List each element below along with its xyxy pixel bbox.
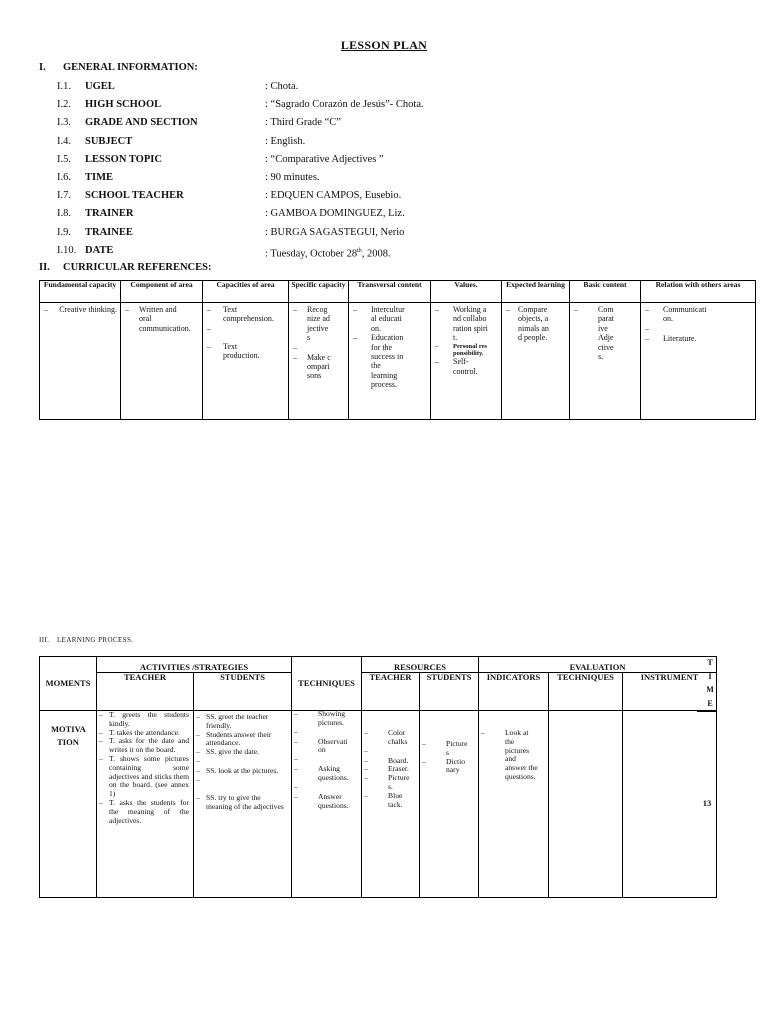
list-item: – Comparative Adjectives. <box>570 305 614 361</box>
header-students: STUDENTS <box>194 673 292 711</box>
lp-header-row-2 <box>40 673 717 711</box>
info-value <box>265 80 298 94</box>
cell-techniques <box>292 711 362 898</box>
header-res-students: STUDENTS <box>420 673 479 711</box>
info-number: I.4. <box>57 135 71 147</box>
lp-header-row-1 <box>40 657 717 673</box>
info-label: DATE <box>85 244 114 256</box>
header-evaluation: EVALUATION <box>479 657 717 673</box>
header-activities: ACTIVITIES /STRATEGIES <box>97 657 292 673</box>
header-values: Values. <box>431 281 502 303</box>
list-item: – T. asks the students for the meaning of the adjectives. <box>97 799 189 825</box>
section-curricular-references <box>39 262 211 273</box>
cell-expected <box>502 303 570 420</box>
list-item: – Look at the pictures and answer the questions. <box>479 729 539 782</box>
info-number: I.5. <box>57 153 71 165</box>
cell-component <box>121 303 203 420</box>
cell-fundamental <box>40 303 121 420</box>
info-label: GRADE AND SECTION <box>85 117 198 129</box>
info-number: I.7. <box>57 190 71 202</box>
section-number: I. <box>39 62 46 73</box>
list-item: – Text comprehension. <box>203 305 273 324</box>
time-column-divider <box>697 711 717 712</box>
list-item: – Blue tack. <box>362 792 410 810</box>
info-value <box>265 244 391 262</box>
moment-motivation <box>40 711 97 898</box>
header-specific-capacity: Specific capacity <box>289 281 349 303</box>
cell-eval-techniques <box>549 711 623 898</box>
info-label: SUBJECT <box>85 135 133 147</box>
lp-row-motivation <box>40 711 717 898</box>
header-instrument: INSTRUMENT <box>623 673 717 711</box>
info-number: I.2. <box>57 99 71 111</box>
info-value-text: : Third Grade “C” <box>265 117 341 129</box>
info-value-text: : BURGA SAGASTEGUI, Nerio <box>265 226 405 238</box>
spacer <box>641 324 755 334</box>
list-item: – Eraser. <box>362 765 419 774</box>
list-item: – Literature. <box>641 334 755 343</box>
list-item: – SS. greet the teacher friendly. <box>194 713 287 731</box>
info-value-text: : “Comparative Adjectives ” <box>265 153 384 165</box>
list-item: – Dictionary <box>420 758 468 776</box>
time-letter: I <box>708 671 712 681</box>
time-letter: M <box>706 685 714 694</box>
list-item: – Working and collaboration spirit. <box>431 305 489 343</box>
section-learning-process <box>39 636 133 644</box>
list-item: – Pictures. <box>362 774 410 792</box>
list-item: – Communication. <box>641 305 707 324</box>
header-resources: RESOURCES <box>362 657 479 673</box>
list-item: – Board. <box>362 757 419 766</box>
list-item: – T. takes the attendance. <box>97 729 189 738</box>
time-letter: T <box>707 658 713 667</box>
cell-specific <box>289 303 349 420</box>
cell-capacities <box>203 303 289 420</box>
section-title: LEARNING PROCESS. <box>57 636 134 644</box>
time-letter: E <box>707 698 713 708</box>
learning-process-table <box>39 656 717 898</box>
info-value <box>265 135 305 149</box>
info-value-text: : Chota. <box>265 81 299 92</box>
info-value-end: , 2008. <box>361 248 391 260</box>
header-basic-content: Basic content <box>570 281 641 303</box>
list-item: – Recognize adjectives <box>289 305 331 343</box>
list-item: – Students answer their attendance. <box>194 731 287 749</box>
list-item: – Color chalks <box>362 729 412 747</box>
list-item: – Asking questions. <box>292 765 361 783</box>
header-relation-with-others-areas: Relation with others areas <box>641 281 756 303</box>
list-item: – Answer questions. <box>292 793 361 811</box>
header-eval-techniques: TECHNIQUES <box>549 673 623 711</box>
section-general-information <box>39 62 198 73</box>
curricular-table <box>39 280 756 420</box>
moment-label: MOTIVA TION <box>51 724 86 747</box>
list-item: – Intercultural education. <box>349 305 405 333</box>
list-item: – Make comparisons <box>289 353 331 381</box>
header-indicators: INDICATORS <box>479 673 549 711</box>
header-expected-learning: Expected learning <box>502 281 570 303</box>
header-teacher: TEACHER <box>97 673 194 711</box>
info-number: I.10. <box>57 244 77 256</box>
info-label: UGEL <box>85 81 115 92</box>
list-item: – T. shows some pictures containing some adjectives and sticks them on the board. (see annex 1) <box>97 755 189 799</box>
info-value-text: : English. <box>265 135 306 147</box>
list-item: – Observation <box>292 738 348 756</box>
cell-res-teacher <box>362 711 420 898</box>
header-fundamental-capacity: Fundamental capacity <box>40 281 121 303</box>
info-label: TRAINEE <box>85 226 133 238</box>
page-title: LESSON PLAN <box>340 38 428 52</box>
info-value-sup: th <box>357 247 362 254</box>
list-item: – Pictures <box>420 740 468 758</box>
cell-values <box>431 303 502 420</box>
info-value <box>265 189 401 203</box>
info-value <box>265 226 404 240</box>
section-title: CURRICULAR REFERENCES: <box>63 262 212 273</box>
list-item: – Personal responsibility. <box>431 343 489 358</box>
info-number: I.9. <box>57 226 71 238</box>
list-item: – Compare objects, animals and people. <box>502 305 550 343</box>
info-value-text: : EDQUEN CAMPOS, Eusebio. <box>265 190 402 202</box>
info-value <box>265 171 320 185</box>
info-label: TIME <box>85 172 114 183</box>
info-value <box>265 116 341 130</box>
spacer <box>203 324 288 342</box>
info-value-text: : GAMBOA DOMINGUEZ, Liz. <box>265 208 405 220</box>
list-item: – Written and oral communication. <box>121 305 179 333</box>
list-item: – Self-control. <box>431 357 489 376</box>
list-item: – Creative thinking. <box>40 305 120 314</box>
info-label: HIGH SCHOOL <box>85 99 162 111</box>
time-value: 13 <box>702 798 712 808</box>
curricular-header-row <box>40 281 756 303</box>
info-number: I.1. <box>57 81 71 92</box>
list-item: – Text production. <box>203 342 273 361</box>
list-item: – SS. try to give the meaning of the adjectives <box>194 794 287 812</box>
section-number: II. <box>39 262 50 273</box>
list-item: – Education for the success in the learning process. <box>349 333 405 389</box>
list-item: – T. asks for the date and writes it on the board. <box>97 737 189 755</box>
list-item: – SS. look at the pictures. <box>194 767 287 776</box>
info-label: TRAINER <box>85 208 134 220</box>
info-value <box>265 207 405 221</box>
section-number: III. <box>39 636 50 644</box>
cell-res-students <box>420 711 479 898</box>
cell-transversal <box>349 303 431 420</box>
info-value-text: : Tuesday, October 28 <box>265 248 358 260</box>
header-transversal-content: Transversal content <box>349 281 431 303</box>
info-label: LESSON TOPIC <box>85 153 162 165</box>
section-title: GENERAL INFORMATION: <box>63 62 198 73</box>
info-label: SCHOOL TEACHER <box>85 190 184 202</box>
curricular-body-row <box>40 303 756 420</box>
cell-basic <box>570 303 641 420</box>
info-value-text: : “Sagrado Corazón de Jesús”- Chota. <box>265 99 424 111</box>
info-number: I.8. <box>57 208 71 220</box>
info-value <box>265 98 424 112</box>
list-item: – T. greets the students kindly. <box>97 711 189 729</box>
info-value-text: : 90 minutes. <box>265 172 320 183</box>
header-time <box>704 656 716 710</box>
cell-teacher-activities <box>97 711 194 898</box>
header-capacities-of-area: Capacities of area <box>203 281 289 303</box>
info-value <box>265 153 384 167</box>
info-number: I.6. <box>57 172 71 183</box>
list-item: – Showing pictures. <box>292 710 361 728</box>
cell-student-activities <box>194 711 292 898</box>
header-moments: MOMENTS <box>40 657 97 711</box>
cell-indicators <box>479 711 549 898</box>
list-item: – SS. give the date. <box>194 748 287 757</box>
cell-relation <box>641 303 756 420</box>
header-res-teacher: TEACHER <box>362 673 420 711</box>
spacer <box>194 776 287 794</box>
spacer <box>289 343 348 353</box>
header-component-of-area: Component of area <box>121 281 203 303</box>
info-number: I.3. <box>57 117 71 129</box>
header-techniques: TECHNIQUES <box>292 657 362 711</box>
